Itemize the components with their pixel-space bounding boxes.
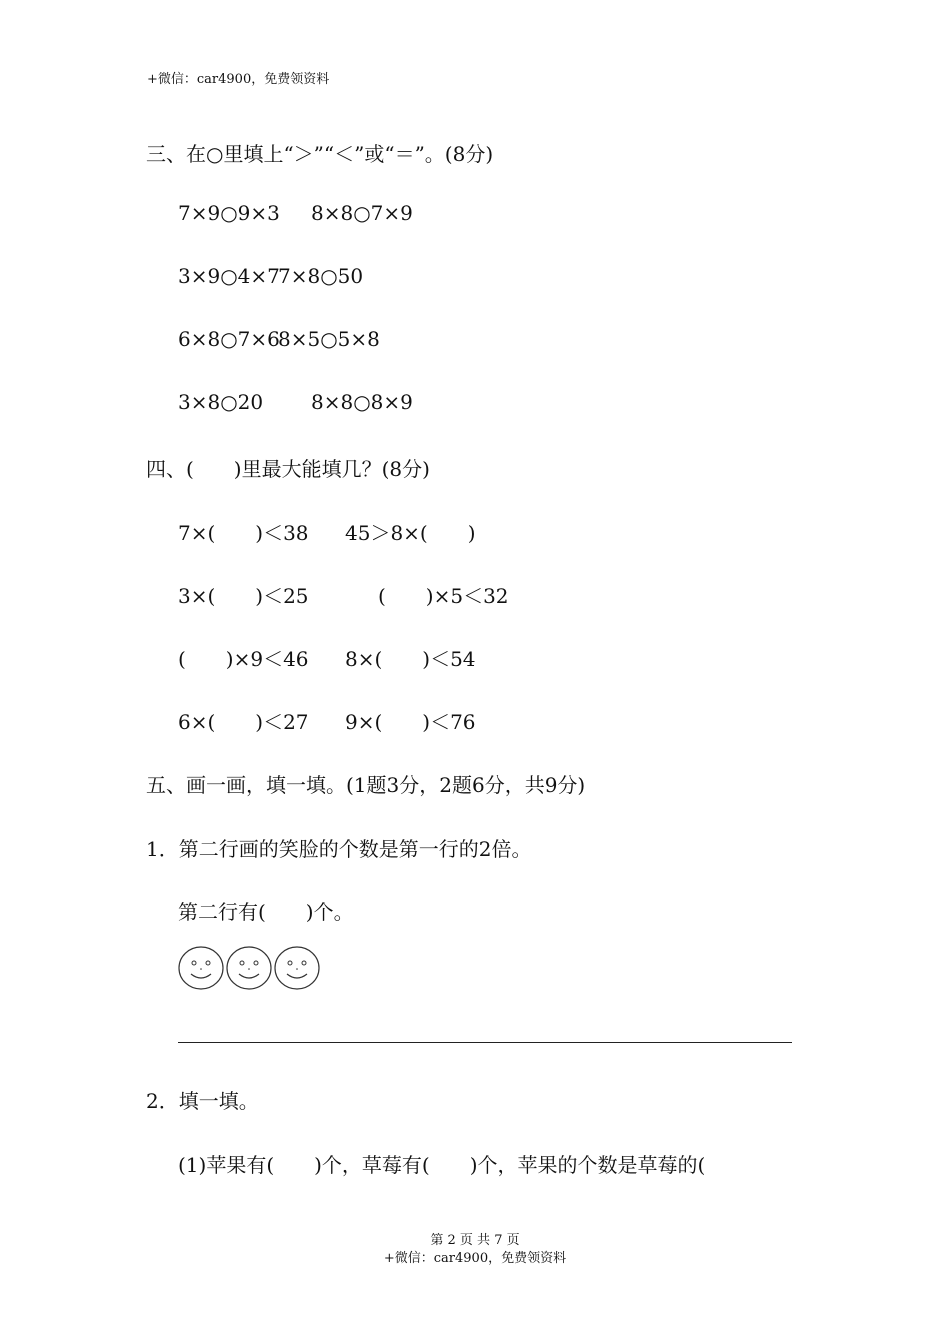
s4-row-2-b: ( )×5＜32 — [378, 584, 509, 608]
s4-row-2-a: 3×( )＜25 — [178, 584, 309, 608]
s4-row-3-a: ( )×9＜46 — [178, 647, 309, 671]
smiley-face-icon — [274, 946, 320, 990]
question-1-text: 1．第二行画的笑脸的个数是第一行的2倍。 — [146, 837, 532, 861]
s3-row-4-a: 3×8○20 — [178, 390, 264, 414]
question-2-text: 2．填一填。 — [146, 1089, 259, 1113]
s4-row-1-b: 45＞8×( ) — [345, 521, 476, 545]
smiley-row — [178, 946, 320, 990]
s3-row-1-b: 8×8○7×9 — [311, 201, 413, 225]
section-3-title: 三、在○里填上“＞”“＜”或“＝”。(8分) — [146, 142, 494, 166]
s3-row-3-b: 8×5○5×8 — [278, 327, 380, 351]
question-1-answer: 第二行有( )个。 — [178, 900, 354, 924]
header-note: +微信：car4900，免费领资料 — [147, 72, 330, 87]
s4-row-3-b: 8×( )＜54 — [345, 647, 476, 671]
drawing-line — [178, 1042, 792, 1043]
question-2-sub-1: (1)苹果有( )个，草莓有( )个，苹果的个数是草莓的( — [178, 1153, 706, 1177]
s3-row-2-a: 3×9○4×7 — [178, 264, 280, 288]
section-4-title: 四、( )里最大能填几？(8分) — [146, 457, 430, 481]
s4-row-4-b: 9×( )＜76 — [345, 710, 476, 734]
s3-row-4-b: 8×8○8×9 — [311, 390, 413, 414]
s3-row-2-b: 7×8○50 — [278, 264, 364, 288]
smiley-face-icon — [226, 946, 272, 990]
page-number: 第 2 页 共 7 页 — [430, 1233, 520, 1248]
section-5-title: 五、画一画，填一填。(1题3分，2题6分，共9分) — [146, 773, 586, 797]
smiley-face-icon — [178, 946, 224, 990]
footer-note: +微信：car4900，免费领资料 — [383, 1251, 567, 1266]
s4-row-1-a: 7×( )＜38 — [178, 521, 309, 545]
s3-row-3-a: 6×8○7×6 — [178, 327, 280, 351]
s3-row-1-a: 7×9○9×3 — [178, 201, 280, 225]
s4-row-4-a: 6×( )＜27 — [178, 710, 309, 734]
